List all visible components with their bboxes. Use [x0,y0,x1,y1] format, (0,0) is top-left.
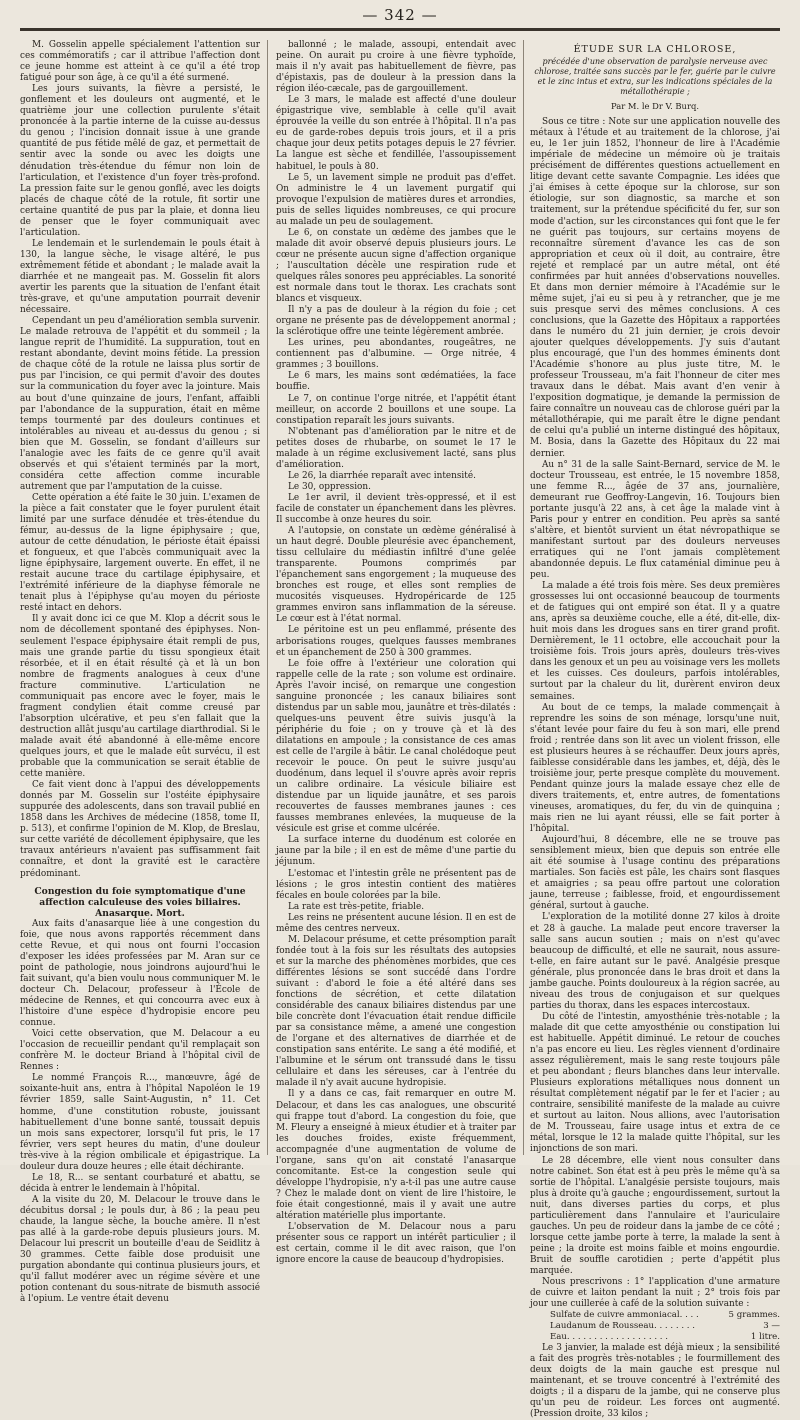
paragraph: Le 18, R... se sentant courbaturé et abattu, se décida à entrer le lendemain à l'hôpital. [20,1172,260,1194]
column-middle [276,40,516,1266]
prescription-row [530,1321,780,1332]
header-rule [20,28,780,31]
paragraph: Le 6, on constate un œdème des jambes que le malade dit avoir observé depuis plusieurs jours. Le cœur ne présente aucun signe d'affection organique ; l'auscultation décèle une respiration rude et quelques râles sonores peu appréciables. La sonorité est normale dans tout le thorax. Les crachats sont blancs et visqueux. [276,227,516,305]
paragraph: L'exploration de la motilité donne 27 kilos à droite et 28 à gauche. La malade peut encore traverser la salle sans aucun soutien ; mais on n'est qu'avec beaucoup de difficulté, et elle ne saurait, nous assure-t-elle, en faire autant sur le pavé. Analgésie presque générale, plus prononcée dans le bras droit et dans la jambe gauche. Points douloureux à la région sacrée, au niveau des trous de conjugaison et sur quelques parties du thorax, dans les espaces intercostaux. [530,912,780,1011]
paragraph: Il n'y a pas de douleur à la région du foie ; cet organe ne présente pas de développement anormal ; la sclérotique offre une teinte légèrement ambrée. [276,305,516,338]
prescription-item: Sulfate de cuivre ammoniacal. . . . [550,1310,699,1321]
section-heading: Congestion du foie symptomatique d'une affection calculeuse des voies biliaires. Anasarque. Mort. [34,885,246,919]
article-byline: Par M. le Dr V. Burq. [611,101,699,112]
prescription-qty: 1 litre. [750,1332,780,1343]
paragraph: Le 30, oppression. [288,481,371,492]
paragraph: Sous ce titre : Note sur une application nouvelle des métaux à l'étude et au traitement de la chlorose, j'ai eu, le 1er juin 1852, l'honneur de lire à l'Académie impériale de médecine un mémoire où je traitais précisément de différentes questions actuellement en litige devant cette savante Compagnie. Les idées que j'ai émises à cette époque sur la chlorose, sur son étiologie, sur son diagnostic, sa marche et son traitement, sur la prétendue spécificité du fer, sur son mode d'action, sur les circonstances qui font que le fer ne guérit pas toujours, sur certains moyens de reconnaître sûrement d'avance les cas de son appropriation et ceux où il doit, au contraire, être rejeté et remplacé par un autre métal, ont été confirmées par huit années d'observations nouvelles. Et dans mon dernier mémoire à l'Académie sur le même sujet, j'ai eu si peu à y retrancher, que je me suis presque servi des mêmes conclusions. A ces conclusions, que la Gazette des Hôpitaux a rapportées dans le numéro du 21 juin dernier, je crois devoir ajouter quelques développements. J'y suis d'autant plus encouragé, que l'un des hommes éminents dont l'Académie s'honore au plus juste titre, M. le professeur Trousseau, m'a fait l'honneur de citer mes travaux dans le débat. Mais avant d'en venir à l'exposition dogmatique, je demande la permission de faire connaître un nouveau cas de chlorose guéri par la métallothérapie, qui me paraît être le digne pendant de celui qu'a publié un interne distingué des hôpitaux, M. Bosia, dans la Gazette des Hôpitaux du 22 mai dernier. [530,117,780,459]
paragraph: Le 3 mars, le malade est affecté d'une douleur épigastrique vive, semblable à celle qu'il avait éprouvée la veille du son entrée à l'hôpital. Il n'a pas eu de garde-robes depuis trois jours, et il a pris chaque jour deux petits potages depuis le 27 février. La langue est sèche et fendillée, l'assoupissement habituel, le pouls à 80. [276,95,516,172]
paragraph: M. Delacour présume, et cette présomption paraît fondée tout à la fois sur les résultats des autopsies et sur la marche des phénomènes morbides, que ces différentes lésions se sont succédé dans l'ordre suivant : d'abord le foie a été altéré dans ses fonctions de sécrétion, et cette dilatation considérable des canaux biliaires distendus par une bile concrète dont l'évacuation était rendue difficile par sa consistance même, a amené une congestion de l'organe et des alternatives de diarrhée et de constipation sans entérite. Le sang a été modifié, et l'albumine et le sérum ont transsudé dans le tissu cellulaire et dans les séreuses, car à l'entrée du malade il n'y avait aucune hydropisie. [276,934,516,1089]
column-right [530,40,780,1420]
prescription-item: Eau. . . . . . . . . . . . . . . . . . . [550,1332,669,1343]
paragraph: Le péritoine est un peu enflammé, présente des arborisations rouges, quelques fausses membranes et un épanchement de 250 à 300 grammes. [276,625,516,658]
paragraph: Il y avait donc ici ce que M. Klop a décrit sous le nom de décollement spontané des épiphyses. Non-seulement l'espace épiphysaire était rempli de pus, mais une grande partie du tissu spongieux était résorbée, et il en était résulté çà et là un bon nombre de fragments analogues à ceux d'une fracture comminutive. L'articulation ne communiquait pas encore avec le foyer, mais le fragment condylien était comme creusé par l'absorption ulcérative, et peu s'en fallait que la destruction allât jusqu'au cartilage diarthrodial. Si le malade avait été abandonné à elle-même encore quelques jours, et que le malade eût survécu, il est probable que la communication se serait établie de cette manière. [20,614,260,780]
paragraph: Le 28 décembre, elle vient nous consulter dans notre cabinet. Son état est à peu près le même qu'à sa sortie de l'hôpital. L'analgésie persiste toujours, mais plus à droite qu'à gauche ; engourdissement, surtout la nuit, dans diverses parties du corps, et plus particulièrement dans l'annulaire et l'auriculaire gauches. Un peu de roideur dans la jambe de ce côté ; lorsque cette jambe porte à terre, la malade la sent à peine ; la droite est moins faible et moins engourdie. Bruit de souffle carotidien ; perte d'appétit plus marquée. [530,1155,780,1276]
paragraph: Au bout de ce temps, la malade commençait à reprendre les soins de son ménage, lorsqu'une nuit, s'étant levée pour faire du feu à son mari, elle prend froid ; rentrée dans son lit avec un violent frisson, elle est plusieurs heures à se réchauffer. Deux jours après, faiblesse considérable dans les jambes, et, déjà, dès le troisième jour, perte presque complète du mouvement. Pendant quinze jours la malade essaye chez elle de divers traitements, et, entre autres, de fomentations vineuses, aromatiques, du fer, du vin de quinquina ; mais rien ne lui ayant réussi, elle se fait porter à l'hôpital. [530,702,780,835]
column-separator-2 [523,40,524,1155]
article-title: ÉTUDE SUR LA CHLOROSE, [573,44,737,55]
paragraph: Cependant un peu d'amélioration sembla survenir. Le malade retrouva de l'appétit et du sommeil ; la langue reprit de l'humidité. La suppuration, tout en restant abondante, devint moins fétide. La pression de chaque côté de la rotule ne laissa plus sortir de pus par l'incision, ce qui permit d'avoir des doutes sur la communication du foyer avec la jointure. Mais au bout d'une quinzaine de jours, l'enfant, affaibli par l'abondance de la suppuration, était en même temps tourmenté par des douleurs continues et intolérables au niveau et au-dessus du genou ; si bien que M. Gosselin, se fondant d'ailleurs sur l'analogie avec les faits de ce genre qu'il avait observés et qui s'étaient terminés par la mort, considéra cette affection comme incurable autrement que par l'amputation de la cuisse. [20,316,260,492]
paragraph: Aujourd'hui, 8 décembre, elle ne se trouve pas sensiblement mieux, bien que depuis son entrée elle ait été soumise à l'usage continu des préparations martiales. Son faciès est pâle, les chairs sont flasques et amaigries ; sa peau offre partout une coloration jaune, terreuse ; faiblesse, froid, et engourdissement général, surtout à gauche. [530,835,780,912]
paragraph: Du côté de l'intestin, amyosthénie très-notable ; la malade dit que cette amyosthénie ou constipation lui est habituelle. Appétit diminué. Le retour de couches n'a pas encore eu lieu. Les règles viennent d'ordinaire assez régulièrement, mais le sang reste toujours pâle et peu abondant ; fleurs blanches dans leur intervalle. Plusieurs explorations métalliques nous donnent un résultat complètement négatif par le fer et l'acier ; au contraire, sensibilité manifeste de la malade au cuivre et surtout au laiton. Nous allions, avec l'autorisation de M. Trousseau, faire usage intus et extra de ce métal, lorsque le 12 la malade quitte l'hôpital, sur les injonctions de son mari. [530,1011,780,1155]
paragraph: Aux faits d'anasarque liée à une congestion du foie, que nous avons rapportés récemment dans cette Revue, et qui nous ont fourni l'occasion d'exposer les idées professées par M. Aran sur ce point de pathologie, nous joindrons aujourd'hui le fait suivant, qu'a bien voulu nous communiquer M. le docteur Ch. Delacour, professeur à l'École de médecine de Rennes, et qui concourra avec eux à l'histoire d'une espèce d'hydropisie encore peu connue. [20,918,260,1029]
paragraph: Les reins ne présentent aucune lésion. Il en est de même des centres nerveux. [276,912,516,934]
paragraph: N'obtenant pas d'amélioration par le nitre et de petites doses de rhubarbe, on soumet le 17 le malade à un régime exclusivement lacté, sans plus d'amélioration. [276,426,516,470]
paragraph: Le 5, un lavement simple ne produit pas d'effet. On administre le 4 un lavement purgatif qui provoque l'expulsion de matières dures et arrondies, puis de selles liquides nombreuses, ce qui procure au malade un peu de soulagement. [276,172,516,227]
prescription-qty: 3 — [763,1321,780,1332]
paragraph: Cette opération a été faite le 30 juin. L'examen de la pièce a fait constater que le foyer purulent était limité par une surface dénudée et très-étendue du fémur, au-dessus de la ligne épiphysaire ; que, autour de cette dénudation, le périoste était épaissi et fongueux, et que l'abcès communiquait avec la ligne épiphysaire, largement ouverte. En effet, il ne restait aucune trace du cartilage épiphysaire, et l'extrémité inférieure de la diaphyse fémorale ne tenait plus à l'épiphyse qu'au moyen du périoste resté intact en dehors. [20,492,260,614]
paragraph: L'estomac et l'intestin grêle ne présentent pas de lésions ; le gros intestin contient des matières fécales en boule colorées par la bile. [276,868,516,901]
paragraph: Nous prescrivons : 1° l'application d'une armature de cuivre et laiton pendant la nuit ; 2° trois fois par jour une cuillerée à café de la solution suivante : [530,1277,780,1310]
paragraph: Les jours suivants, la fièvre a persisté, le gonflement et les douleurs ont augmenté, et le quatrième jour une collection purulente s'était prononcée à la partie interne de la cuisse au-dessus du genou ; l'incision donnait issue à une grande quantité de pus fétide mêlé de gaz, et permettait de sentir avec la sonde ou avec les doigts une dénudation très-étendue du fémur non loin de l'articulation, et l'existence d'un foyer très-profond. La pression faite sur le genou gonflé, avec les doigts placés de chaque côté de la rotule, fit sortir une certaine quantité de pus par la plaie, et donna lieu de penser que le foyer communiquait avec l'articulation. [20,84,260,238]
prescription-row [530,1310,780,1321]
column-left [20,40,260,1305]
prescription-qty: 5 grammes. [728,1310,780,1321]
paragraph: A la visite du 20, M. Delacour le trouve dans le décubitus dorsal ; le pouls dur, à 86 ; la peau peu chaude, la langue sèche, la bouche amère. Il n'est pas allé à la garde-robe depuis plusieurs jours. M. Delacour lui prescrit un bouteille d'eau de Seidlitz à 30 grammes. Cette faible dose produisit une purgation abondante qui continua plusieurs jours, et qu'il fallut modérer avec un régime sévère et une potion contenant du sous-nitrate de bismuth associé à l'opium. Le ventre était devenu [20,1194,260,1305]
paragraph: M. Gosselin appelle spécialement l'attention sur ces commémoratifs ; car il attribue l'affection dont ce jeune homme est atteint à ce qu'il a été trop fatigué pour son âge, à ce qu'il a été surmené. [20,40,260,84]
paragraph: La rate est très-petite, friable. [288,901,425,912]
paragraph: Le foie offre à l'extérieur une coloration qui rappelle celle de la rate ; son volume est ordinaire. Après l'avoir incisé, on remarque une congestion sanguine prononcée ; les canaux biliaires sont distendus par un sable mou, jaunâtre et très-dilatés : quelques-uns peuvent être suivis jusqu'à la périphérie du foie ; on y trouve çà et là des dilatations en ampoule ; la consistance de ces amas est celle de l'argile à bâtir. Le canal cholédoque peut recevoir le pouce. On peut le suivre jusqu'au duodénum, dans lequel il s'ouvre après avoir repris un calibre ordinaire. La vésicule biliaire est distendue par un liquide jaunâtre, et ses parois recouvertes de fausses membranes jaunes : ces fausses membranes enlevées, la muqueuse de la vésicule est grise et comme ulcérée. [276,658,516,835]
paragraph: ballonné ; le malade, assoupi, entendait avec peine. On aurait pu croire à une fièvre typhoïde, mais il n'y avait pas habituellement de fièvre, pas d'épistaxis, pas de douleur à la pression dans la région iléo-cæcale, pas de gargouillement. [276,40,516,95]
paragraph: A l'autopsie, on constate un œdème généralisé à un haut degré. Double pleurésie avec épanchement, tissu cellulaire du médiastin infiltré d'une gelée transparente. Poumons comprimés par l'épanchement sans engorgement ; la muqueuse des bronches est rouge, et elles sont remplies de mucosités visqueuses. Hydropéricarde de 125 grammes environ sans inflammation de la séreuse. Le cœur est à l'état normal. [276,526,516,625]
paragraph: L'observation de M. Delacour nous a paru présenter sous ce rapport un intérêt particulier ; il est certain, comme il le dit avec raison, que l'on ignore encore la cause de beaucoup d'hydropisies. [276,1222,516,1266]
paragraph: Voici cette observation, que M. Delacour a eu l'occasion de recueillir pendant qu'il remplaçait son confrère M. le docteur Briand à l'hôpital civil de Rennes : [20,1029,260,1073]
paragraph: Le lendemain et le surlendemain le pouls était à 130, la langue sèche, le visage altéré, le pus extrêmement fétide et abondant ; le malade avait la diarrhée et ne mangeait pas. M. Gosselin fit alors avertir les parents que la situation de l'enfant était très-grave, et qu'une amputation pourrait devenir nécessaire. [20,238,260,316]
paragraph: Ce fait vient donc à l'appui des développements donnés par M. Gosselin sur l'ostéite épiphysaire suppurée des adolescents, dans son travail publié en 1858 dans les Archives de médecine (1858, tome II, p. 513), et confirme l'opinion de M. Klop, de Breslau, sur cette variété de décollement épiphysaire, que les travaux antérieurs n'avaient pas suffisamment fait connaître, et dont la gravité est le caractère prédominant. [20,780,260,879]
paragraph: Le 7, on continue l'orge nitrée, et l'appétit étant meilleur, on accorde 2 bouillons et une soupe. La constipation reparaît les jours suivants. [276,393,516,426]
paragraph: Le 6 mars, les mains sont œdématiées, la face bouffie. [276,371,516,393]
article-subtitle: précédée d'une observation de paralysie nerveuse avec chlorose, traitée sans succès par le fer, guérie par le cuivre et le zinc intus et extra, sur les indications spéciales de la métallothérapie ; [534,57,776,97]
paragraph: Les urines, peu abondantes, rougeâtres, ne contiennent pas d'albumine. — Orge nitrée, 4 grammes ; 3 bouillons. [276,338,516,371]
paragraph: Au n° 31 de la salle Saint-Bernard, service de M. le docteur Trousseau, est entrée, le 15 novembre 1858, une femme R..., âgée de 37 ans, journalière, demeurant rue Geoffroy-Langevin, 16. Toujours bien portante jusqu'à 22 ans, à cet âge la malade vint à Paris pour y entrer en condition. Peu après sa santé s'altère, et bientôt survient un état névropathique se manifestant surtout par des douleurs nerveuses erratiques qui ne l'ont jamais complètement abandonnée depuis. Le flux cataménial diminue peu à peu. [530,459,780,581]
paragraph: Le nommé François R..., manœuvre, âgé de soixante-huit ans, entra à l'hôpital Napoléon le 19 février 1859, salle Saint-Augustin, n° 11. Cet homme, d'une constitution robuste, jouissant habituellement d'une bonne santé, toussait depuis un mois sans expectorer, lorsqu'il fut pris, le 17 février, vers sept heures du matin, d'une douleur très-vive à la région ombilicale et épigastrique. La douleur dura douze heures ; elle était déchirante. [20,1073,260,1172]
paragraph: Le 1er avril, il devient très-oppressé, et il est facile de constater un épanchement dans les plèvres. Il succombe à onze heures du soir. [276,492,516,526]
page-number: — 342 — [362,6,438,24]
prescription [530,1310,780,1343]
column-separator-1 [267,40,268,1155]
paragraph: La malade a été trois fois mère. Ses deux premières grossesses lui ont occasionné beaucoup de tourments et de fatigues qui ont empiré son état. Il y a quatre ans, après sa deuxième couche, elle a été, dit-elle, dix-huit mois dans les drogues sans en tirer grand profit. Dernièrement, le 11 octobre, elle accouchait pour la troisième fois. Trois jours après, douleurs très-vives dans les genoux et un peu au voisinage vers les mollets et les cuisses. Ces douleurs, parfois intolérables, surtout par la chaleur du lit, durèrent environ deux semaines. [530,581,780,702]
prescription-row [530,1332,780,1343]
paragraph: La surface interne du duodénum est colorée en jaune par la bile ; il en est de même d'une partie du jéjunum. [276,835,516,868]
paragraph: Le 3 janvier, la malade est déjà mieux ; la sensibilité a fait des progrès très-notables ; le fourmillement des deux doigts de la main gauche est presque nul maintenant, et se trouve concentré à l'extrémité des doigts ; il a disparu de la jambe, qui ne conserve plus qu'un peu de roideur. Les forces ont augmenté. (Pression droite, 33 kilos ; [530,1343,780,1420]
paragraph: Le 26, la diarrhée reparaît avec intensité. [288,470,476,481]
prescription-item: Laudanum de Rousseau. . . . . . . . [550,1321,695,1332]
paragraph: Il y a dans ce cas, fait remarquer en outre M. Delacour, et dans les cas analogues, une obscurité qui frappe tout d'abord. La congestion du foie, que M. Fleury a enseigné à mieux étudier et à traiter par les douches froides, existe fréquemment, accompagnée d'une augmentation de volume de l'organe, sans qu'on ait constaté l'anasarque concomitante. Est-ce la congestion seule qui développe l'hydropisie, n'y a-t-il pas une autre cause ? Chez le malade dont on vient de lire l'histoire, le foie était congestionné, mais il y avait une autre altération matérielle plus importante. [276,1089,516,1221]
